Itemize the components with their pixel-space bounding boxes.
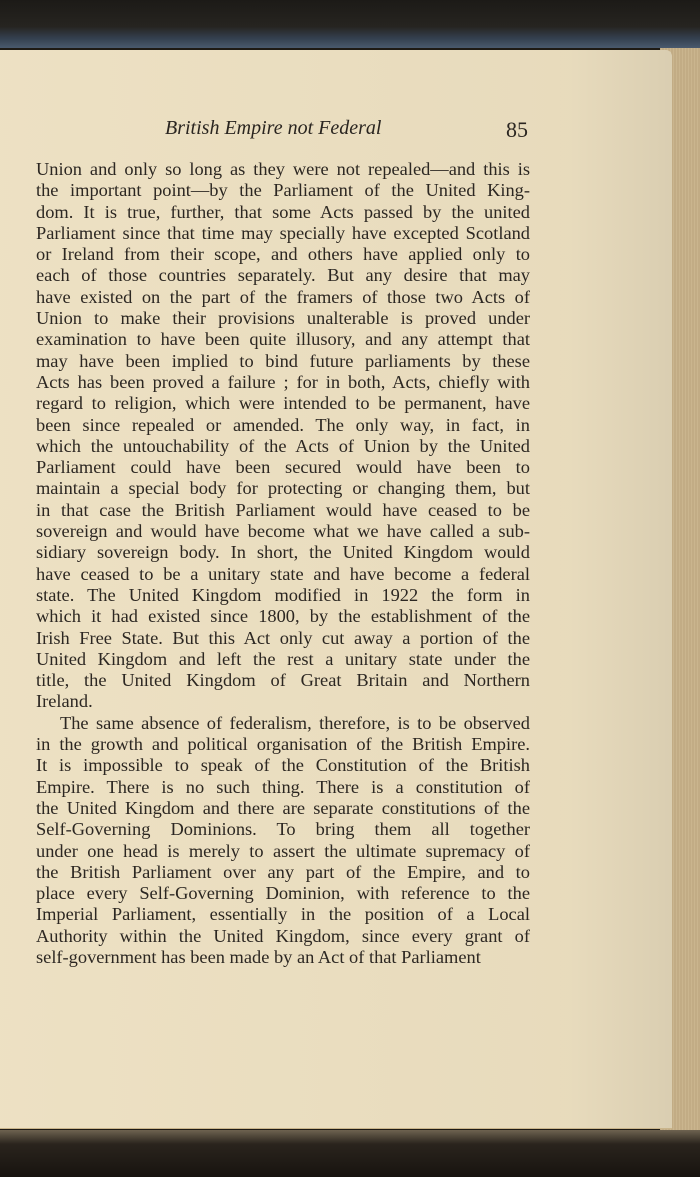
text-line: have ceased to be a unitary state and have become a federal <box>36 563 530 584</box>
text-line: Imperial Parliament, essentially in the position of a Local <box>36 904 530 925</box>
text-line: Parliament could have been secured would have been to <box>36 457 530 478</box>
book-cover-top <box>0 0 700 48</box>
text-line: in that case the British Parliament would have ceased to be <box>36 499 530 520</box>
text-line: dom. It is true, further, that some Acts passed by the united <box>36 201 530 222</box>
text-line: been since repealed or amended. The only way, in fact, in <box>36 414 530 435</box>
body-text <box>36 159 530 968</box>
text-line: may have been implied to bind future parliaments by these <box>36 350 530 371</box>
text-line: the United Kingdom and there are separate constitutions of the <box>36 797 530 818</box>
text-line: United Kingdom and left the rest a unitary state under the <box>36 648 530 669</box>
text-line: each of those countries separately. But any desire that may <box>36 265 530 286</box>
text-line: sovereign and would have become what we have called a sub- <box>36 521 530 542</box>
text-line: the important point—by the Parliament of the United King- <box>36 180 530 201</box>
text-line: Union to make their provisions unalterable is proved under <box>36 308 530 329</box>
text-line: Self-Governing Dominions. To bring them all together <box>36 819 530 840</box>
text-line: in the growth and political organisation of the British Empire. <box>36 734 530 755</box>
text-line: have existed on the part of the framers of those two Acts of <box>36 286 530 307</box>
text-line: Union and only so long as they were not repealed—and this is <box>36 159 530 179</box>
text-line: which the untouchability of the Acts of Union by the United <box>36 435 530 456</box>
text-line: which it had existed since 1800, by the establishment of the <box>36 606 530 627</box>
text-line: maintain a special body for protecting or changing them, but <box>36 478 530 499</box>
text-line: Ireland. <box>36 691 93 712</box>
text-line: The same absence of federalism, therefore, is to be observed <box>60 712 530 733</box>
text-line: under one head is merely to assert the ultimate supremacy of <box>36 840 530 861</box>
text-line: Empire. There is no such thing. There is a constitution of <box>36 776 530 797</box>
text-line: self-government has been made by an Act of that Parliament <box>36 946 481 967</box>
running-title: British Empire not Federal <box>165 117 382 139</box>
text-line: Parliament since that time may specially have excepted Scotland <box>36 222 530 243</box>
text-line: title, the United Kingdom of Great Britain and Northern <box>36 670 530 691</box>
text-line: state. The United Kingdom modified in 1922 the form in <box>36 584 530 605</box>
text-line: Acts has been proved a failure ; for in both, Acts, chiefly with <box>36 371 530 392</box>
text-line: or Ireland from their scope, and others have applied only to <box>36 244 530 265</box>
text-line: examination to have been quite illusory, and any attempt that <box>36 329 530 350</box>
text-line: sidiary sovereign body. In short, the United Kingdom would <box>36 542 530 563</box>
book-bottom-edge <box>0 1130 700 1177</box>
text-line: Authority within the United Kingdom, since every grant of <box>36 925 530 946</box>
text-line: It is impossible to speak of the Constitution of the British <box>36 755 530 776</box>
page-header <box>0 117 700 147</box>
text-line: Irish Free State. But this Act only cut away a portion of the <box>36 627 530 648</box>
text-line: the British Parliament over any part of the Empire, and to <box>36 861 530 882</box>
text-line: place every Self-Governing Dominion, with reference to the <box>36 883 530 904</box>
page-number: 85 <box>506 117 528 142</box>
text-line: regard to religion, which were intended to be permanent, have <box>36 393 530 414</box>
